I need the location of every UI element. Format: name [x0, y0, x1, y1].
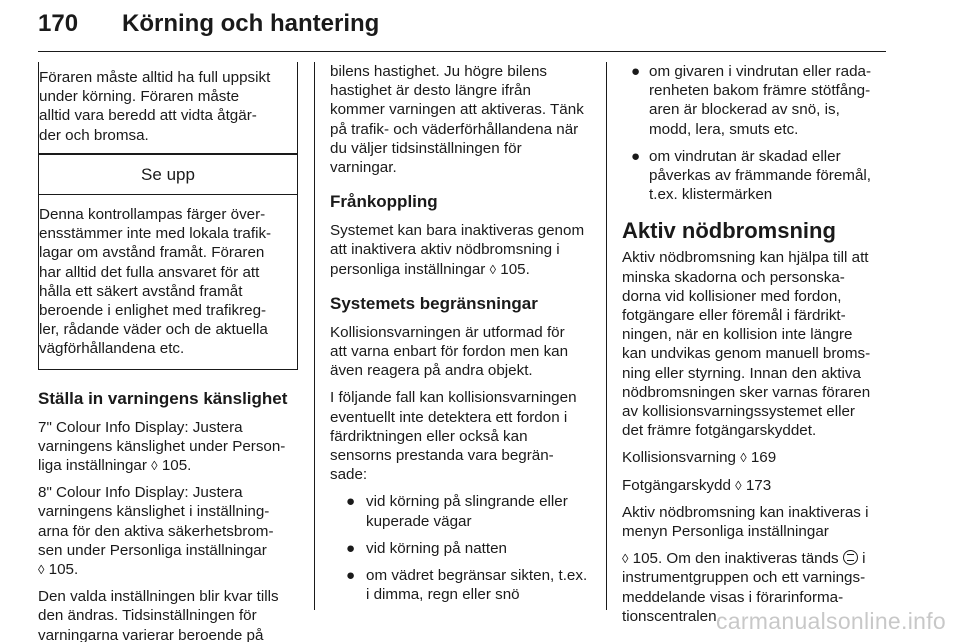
text-line: på trafik- och väderförhållandena när — [330, 120, 579, 138]
text-line: Systemet kan bara inaktiveras genom — [330, 222, 585, 240]
page-ref-icon: ◊ — [38, 562, 45, 578]
bullet-icon: ● — [631, 63, 641, 80]
column-1 — [38, 62, 298, 642]
section-heading: Frånkoppling — [330, 192, 438, 212]
caution-body — [39, 195, 297, 369]
text-line: av kollisionsvarningssystemet eller — [622, 403, 855, 421]
text-line: dorna vid kollisioner med fordon, — [622, 287, 842, 305]
text-line: vid körning på slingrande eller — [366, 493, 568, 511]
column-divider — [606, 62, 607, 610]
list-item — [330, 539, 592, 558]
text-line: 7" Colour Info Display: Justera — [38, 418, 243, 436]
list-item — [622, 62, 886, 139]
warning-box-continued — [38, 62, 298, 154]
bullet-icon: ● — [346, 493, 356, 511]
text-line: ◊ 105. — [38, 561, 79, 579]
bullet-icon: ● — [346, 539, 356, 557]
bullet-icon: ● — [631, 147, 641, 165]
text-line: ningen, när en kollision inte längre — [622, 326, 853, 344]
text-line: liga inställningar ◊ 105. — [38, 457, 192, 475]
text-line: Den valda inställningen blir kvar tills — [38, 588, 279, 606]
text-line: varningens känslighet under Person- — [38, 437, 286, 455]
text-line: ◊ 105. Om den inaktiveras tänds i — [622, 550, 866, 568]
section-heading: Systemets begränsningar — [330, 293, 538, 313]
paragraph — [38, 483, 298, 579]
list-item — [622, 147, 886, 205]
text-line: beroende i enlighet med trafikreg- — [39, 302, 267, 320]
column-2 — [330, 62, 592, 612]
emergency-brake-lamp-icon — [843, 550, 858, 565]
text-line: varningarna varierar beroende på — [38, 626, 264, 642]
paragraph — [330, 62, 592, 177]
text-line: varningens känslighet i inställning- — [38, 503, 270, 521]
section-heading: Ställa in varningens känslighet — [38, 388, 288, 408]
text-line: I följande fall kan kollisionsvarningen — [330, 389, 577, 407]
text-line: varningar. — [330, 159, 397, 177]
text-line: om vindrutan är skadad eller — [649, 147, 841, 165]
text-line: fotgängare eller föremål i färdrikt- — [622, 307, 846, 325]
page-ref-icon: ◊ — [740, 450, 747, 466]
page-ref-icon: ◊ — [489, 261, 497, 277]
text-line: sen under Personliga inställningar — [38, 541, 267, 559]
paragraph — [330, 323, 592, 381]
text-line: personliga inställningar ◊ 105. — [330, 260, 530, 278]
text-line: alltid vara beredd att vidta åtgär- — [39, 107, 257, 125]
text-line: nödbromsningen sker varnas föraren — [622, 383, 871, 401]
section-heading: Aktiv nödbromsning — [622, 218, 836, 244]
caution-box — [38, 154, 298, 370]
paragraph — [38, 587, 298, 642]
text-line: om givaren i vindrutan eller rada- — [649, 63, 872, 80]
text-line: om vädret begränsar sikten, t.ex. — [366, 567, 588, 585]
paragraph — [330, 221, 592, 279]
text-line: 8" Colour Info Display: Justera — [38, 484, 243, 502]
text-line: det främre fotgängarskyddet. — [622, 422, 817, 440]
text-line: hastighet är desto längre ifrån — [330, 82, 531, 100]
list-item — [330, 566, 592, 604]
text-line: hålla ett säkert avstånd framåt — [39, 282, 243, 300]
text-line: vid körning på natten — [366, 539, 508, 557]
text-line: sensorns prestanda vara begrän- — [330, 447, 554, 465]
text-line: att inaktivera aktiv nödbromsning i — [330, 241, 560, 259]
text-line: i dimma, regn eller snö — [366, 586, 520, 604]
bullet-icon: ● — [346, 567, 356, 585]
text-line: t.ex. klistermärken — [649, 186, 773, 204]
text-line: vägförhållandena etc. — [39, 340, 185, 358]
text-line: Föraren måste alltid ha full uppsikt — [39, 69, 271, 86]
paragraph — [330, 388, 592, 484]
text-line: färdriktningen eller också kan — [330, 427, 528, 445]
caution-title: Se upp — [39, 154, 297, 195]
text-line: under körning. Föraren måste — [39, 88, 240, 106]
text-line: kan undvikas genom manuell broms- — [622, 345, 871, 363]
page-ref-icon: ◊ — [151, 458, 158, 474]
text-line: du väljer tidsinställningen för — [330, 139, 522, 157]
text-line: tionscentralen. — [622, 607, 721, 625]
text-line: ning eller styrning. Innan den aktiva — [622, 364, 861, 382]
text-line: har alltid det fulla ansvaret för att — [39, 263, 260, 281]
column-3 — [622, 62, 886, 634]
text-line: Aktiv nödbromsning kan hjälpa till att — [622, 249, 869, 267]
list-item — [330, 492, 592, 530]
text-line: minska skadorna och personska- — [622, 268, 845, 286]
text-line: ler, rådande väder och de aktuella — [39, 321, 268, 339]
text-line: att varna enbart för fordon men kan — [330, 343, 569, 361]
page-header — [38, 6, 886, 52]
text-line: Kollisionsvarning ◊ 169 — [622, 449, 777, 467]
cross-reference — [622, 448, 886, 467]
page-ref-icon: ◊ — [735, 477, 742, 493]
column-divider — [314, 62, 315, 610]
text-line: bilens hastighet. Ju högre bilens — [330, 63, 547, 80]
text-line: lagar om avstånd framåt. Föraren — [39, 244, 265, 262]
page-number: 170 — [38, 10, 79, 37]
text-line: kuperade vägar — [366, 512, 472, 530]
paragraph — [622, 248, 886, 440]
text-line: eventuellt inte detektera ett fordon i — [330, 408, 568, 426]
text-line: aren är blockerad av snö, is, — [649, 101, 840, 119]
text-line: även reagera på andra objekt. — [330, 362, 533, 380]
text-line: instrumentgruppen och ett varnings- — [622, 569, 866, 587]
text-line: påverkas av främmande föremål, — [649, 167, 871, 185]
chapter-title: Körning och hantering — [122, 10, 380, 37]
text-line: sade: — [330, 466, 368, 484]
text-line: modd, lera, smuts etc. — [649, 120, 799, 138]
watermark: carmanualsonline.info — [715, 608, 946, 634]
cross-reference — [622, 476, 886, 495]
text-line: Aktiv nödbromsning kan inaktiveras i — [622, 503, 869, 521]
text-line: meddelande visas i förarinforma- — [622, 588, 844, 606]
text-line: Fotgängarskydd ◊ 173 — [622, 476, 772, 494]
text-line: den ändras. Tidsinställningen för — [38, 607, 257, 625]
page-ref-icon: ◊ — [622, 551, 629, 567]
text-line: Denna kontrollampas färger över- — [39, 206, 266, 224]
text-line: arna för den aktiva säkerhetsbrom- — [38, 522, 274, 540]
text-line: der och bromsa. — [39, 126, 149, 144]
text-line: kommer varningen att aktiveras. Tänk — [330, 101, 584, 119]
text-line: menyn Personliga inställningar — [622, 523, 829, 541]
text-line: ensstämmer inte med lokala trafik- — [39, 225, 272, 243]
paragraph — [38, 418, 298, 476]
text-line: Kollisionsvarningen är utformad för — [330, 323, 565, 341]
text-line: renheten bakom främre stötfång- — [649, 82, 871, 100]
